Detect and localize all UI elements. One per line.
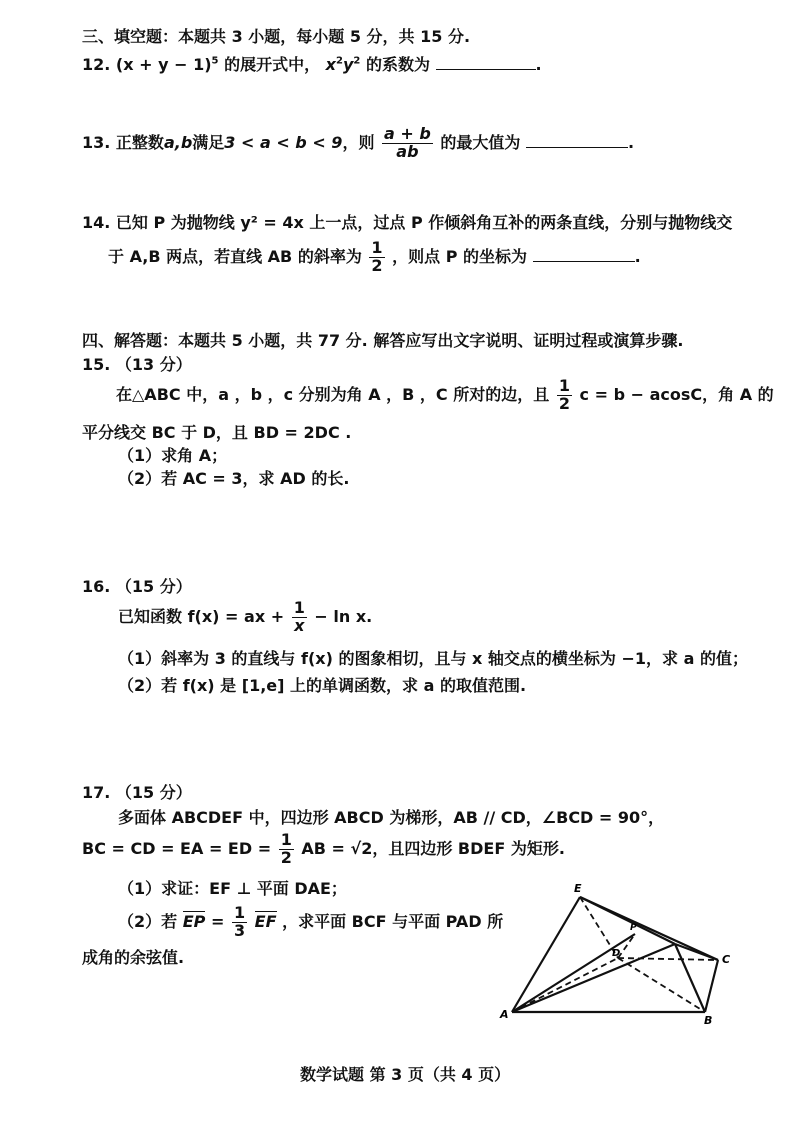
section4-heading: 四、解答题：本题共 5 小题，共 77 分. 解答应写出文字说明、证明过程或演算步骤. <box>82 331 684 350</box>
q15-line1 <box>116 378 774 413</box>
q14-fraction <box>369 240 384 275</box>
q15-header: 15. （13 分） <box>82 355 192 374</box>
question-13 <box>82 126 634 161</box>
q17-line2 <box>82 832 565 867</box>
q16-line1b: − ln x. <box>314 606 373 626</box>
q13-end: . <box>628 132 635 152</box>
q17-line2a: BC = CD = EA = ED = <box>82 838 272 858</box>
label-c: C <box>722 953 731 966</box>
edge-ap <box>512 934 635 1012</box>
label-a: A <box>500 1008 509 1021</box>
q15-frac-num: 1 <box>558 376 570 395</box>
edge-dc-hidden <box>618 958 718 960</box>
q13-frac-den: ab <box>396 141 419 161</box>
q15-line1b: c = b − acosC，角 A 的 <box>579 384 774 404</box>
question-12: 12. $(x + y - 1)^5$ 的展开式中， $x^2y^2$ 的系数为 . <box>82 55 542 74</box>
label-e: E <box>574 882 582 895</box>
q13-frac-num: a + b <box>384 124 431 143</box>
q16-frac-num: 1 <box>293 598 305 617</box>
edge-ef <box>580 897 675 944</box>
label-p: P <box>630 923 637 933</box>
q16-line1 <box>118 600 372 635</box>
q17-fraction <box>279 832 294 867</box>
q16-part2: （2）若 f(x) 是 [1,e] 上的单调函数，求 a 的取值范围. <box>118 676 527 695</box>
q12-tail: 的系数为 <box>365 55 430 74</box>
q12-answer-blank[interactable] <box>436 55 536 70</box>
page-footer: 数学试题 第 3 页（共 4 页） <box>300 1065 511 1084</box>
q17-frac-den: 2 <box>280 847 292 867</box>
edge-bc <box>705 960 718 1012</box>
q16-line1a: 已知函数 f(x) = ax + <box>118 606 285 626</box>
q12-end: . <box>535 55 542 74</box>
q14-number: 14. <box>82 213 111 232</box>
q13-text-d: 的最大值为 <box>440 132 521 152</box>
q17-line2b: AB = √2，且四边形 BDEF 为矩形. <box>301 838 565 858</box>
q14-frac-den: 2 <box>371 255 383 275</box>
q17-part2a: （2）若 <box>118 911 178 931</box>
q14-frac-num: 1 <box>371 238 383 257</box>
q16-part1: （1）斜率为 3 的直线与 f(x) 的图象相切，且与 x 轴交点的横坐标为 −1，求 a 的值； <box>118 649 748 668</box>
q17-part2-fraction <box>232 905 247 940</box>
q12-number: 12. <box>82 55 111 74</box>
q12-expr: (x + y − 1) <box>115 55 212 74</box>
q17-part1: （1）求证：EF ⊥ 平面 DAE； <box>118 879 347 898</box>
q17-part2-frac-den: 3 <box>233 920 246 940</box>
q12-exponent: 5 <box>211 55 219 67</box>
polyhedron-figure <box>490 872 750 1032</box>
question-14-line1 <box>82 210 732 233</box>
q15-line1a: 在△ABC 中，a ，b ，c 分别为角 A ，B ，C 所对的边，且 <box>116 384 550 404</box>
q15-part1: （1）求角 A； <box>118 446 228 465</box>
q15-line2: 平分线交 BC 于 D，且 BD = 2DC . <box>82 423 352 442</box>
q16-fraction <box>292 600 307 635</box>
q15-frac-den: 2 <box>558 393 570 413</box>
question-14-line2 <box>108 240 641 275</box>
q14-end: . <box>634 246 641 266</box>
edge-dp-hidden <box>618 934 635 958</box>
q17-vector-ep: EP <box>182 911 206 931</box>
q16-header: 16. （15 分） <box>82 577 192 596</box>
section3-heading: 三、填空题：本题共 3 小题，每小题 5 分，共 15 分. <box>82 27 471 46</box>
q14-answer-blank[interactable] <box>533 247 635 262</box>
label-d: D <box>612 948 621 959</box>
q13-number: 13. <box>82 132 111 152</box>
q13-text-c: ，则 <box>342 132 375 152</box>
q15-part2: （2）若 AC = 3，求 AD 的长. <box>118 469 350 488</box>
q17-part2-cont: 成角的余弦值. <box>82 948 185 967</box>
q17-vector-ef: EF <box>254 911 277 931</box>
q13-answer-blank[interactable] <box>526 133 628 148</box>
q17-equals: = <box>210 911 225 931</box>
q13-ineq: 3 < a < b < 9 <box>224 132 343 152</box>
q15-fraction <box>557 378 572 413</box>
q13-text-a: 正整数 <box>115 132 164 152</box>
q14-line2a: 于 A,B 两点，若直线 AB 的斜率为 <box>108 246 362 266</box>
q17-part2b: ，求平面 BCF 与平面 PAD 所 <box>282 911 504 931</box>
q13-vars: a,b <box>163 132 193 152</box>
q12-mid: 的展开式中， <box>224 55 321 74</box>
q12-term: x <box>325 55 336 74</box>
q14-line2b: ，则点 P 的坐标为 <box>392 246 527 266</box>
edge-ea <box>512 897 580 1012</box>
q17-frac-num: 1 <box>280 830 292 849</box>
q14-line1: 已知 P 为抛物线 y² = 4x 上一点，过点 P 作倾斜角互补的两条直线，分别与抛物线交 <box>115 213 733 232</box>
edge-af <box>512 944 675 1012</box>
q13-text-b: 满足 <box>192 132 225 152</box>
q16-frac-den: x <box>294 615 305 635</box>
label-b: B <box>704 1014 713 1027</box>
q17-part2-frac-num: 1 <box>233 903 246 922</box>
q17-line1: 多面体 ABCDEF 中，四边形 ABCD 为梯形，AB // CD，∠BCD = 90°， <box>118 808 665 827</box>
q17-header: 17. （15 分） <box>82 783 192 802</box>
q13-fraction <box>382 126 433 161</box>
q17-part2 <box>118 905 503 940</box>
